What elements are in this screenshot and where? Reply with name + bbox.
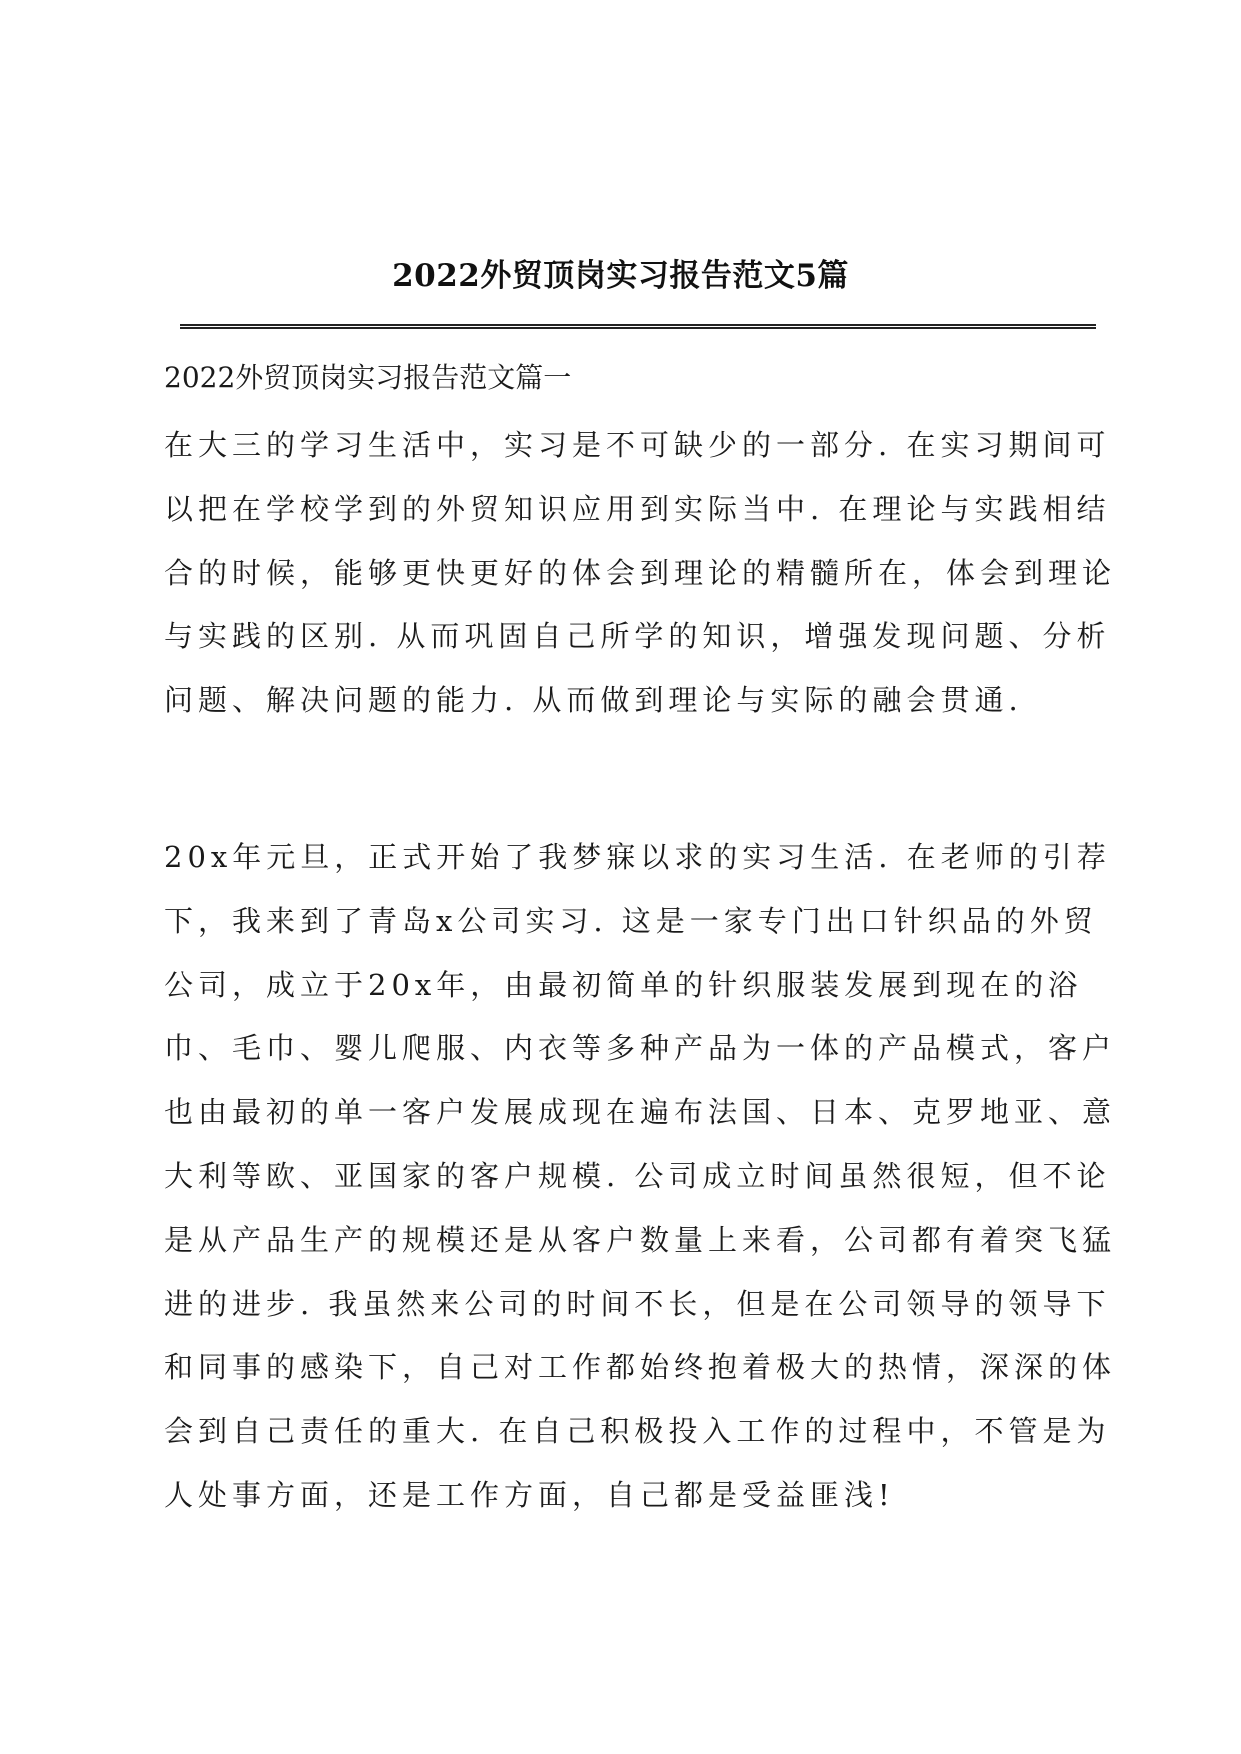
paragraph-line: 也由最初的单一客户发展成现在遍布法国、日本、克罗地亚、意 [164,1095,1117,1130]
paragraph-1 [164,414,1117,733]
paragraph-line: 以把在学校学到的外贸知识应用到实际当中. 在理论与实践相结 [164,491,1111,526]
paragraph-line: 20x年元旦，正式开始了我梦寐以求的实习生活. 在老师的引荐 [164,840,1111,874]
section-heading: 2022外贸顶岗实习报告范文篇一 [164,361,572,394]
paragraph-line: 下，我来到了青岛x公司实习. 这是一家专门出口针织品的外贸 [164,903,1098,938]
paragraph-line: 公司，成立于20x年，由最初简单的针织服装发展到现在的浴 [164,967,1083,1002]
paragraph-line: 和同事的感染下，自己对工作都始终抱着极大的热情，深深的体 [164,1350,1117,1385]
paragraph-line: 会到自己责任的重大. 在自己积极投入工作的过程中，不管是为 [164,1414,1111,1449]
title-double-rule [180,324,1096,329]
paragraph-line: 是从产品生产的规模还是从客户数量上来看，公司都有着突飞猛 [164,1222,1117,1257]
paragraph-line: 人处事方面，还是工作方面，自己都是受益匪浅! [164,1477,895,1512]
paragraph-line: 在大三的学习生活中，实习是不可缺少的一部分. 在实习期间可 [164,428,1111,462]
paragraph-line: 问题、解决问题的能力. 从而做到理论与实际的融会贯通. [164,683,1023,718]
paragraph-2 [164,826,1117,1528]
document-title: 2022外贸顶岗实习报告范文5篇 [392,258,849,294]
paragraph-line: 巾、毛巾、婴儿爬服、内衣等多种产品为一体的产品模式，客户 [164,1031,1117,1066]
paragraph-line: 与实践的区别. 从而巩固自己所学的知识，增强发现问题、分析 [164,619,1111,654]
paragraph-line: 合的时候，能够更快更好的体会到理论的精髓所在，体会到理论 [164,555,1117,590]
paragraph-line: 进的进步. 我虽然来公司的时间不长，但是在公司领导的领导下 [164,1286,1111,1321]
paragraph-line: 大利等欧、亚国家的客户规模. 公司成立时间虽然很短，但不论 [164,1158,1111,1193]
